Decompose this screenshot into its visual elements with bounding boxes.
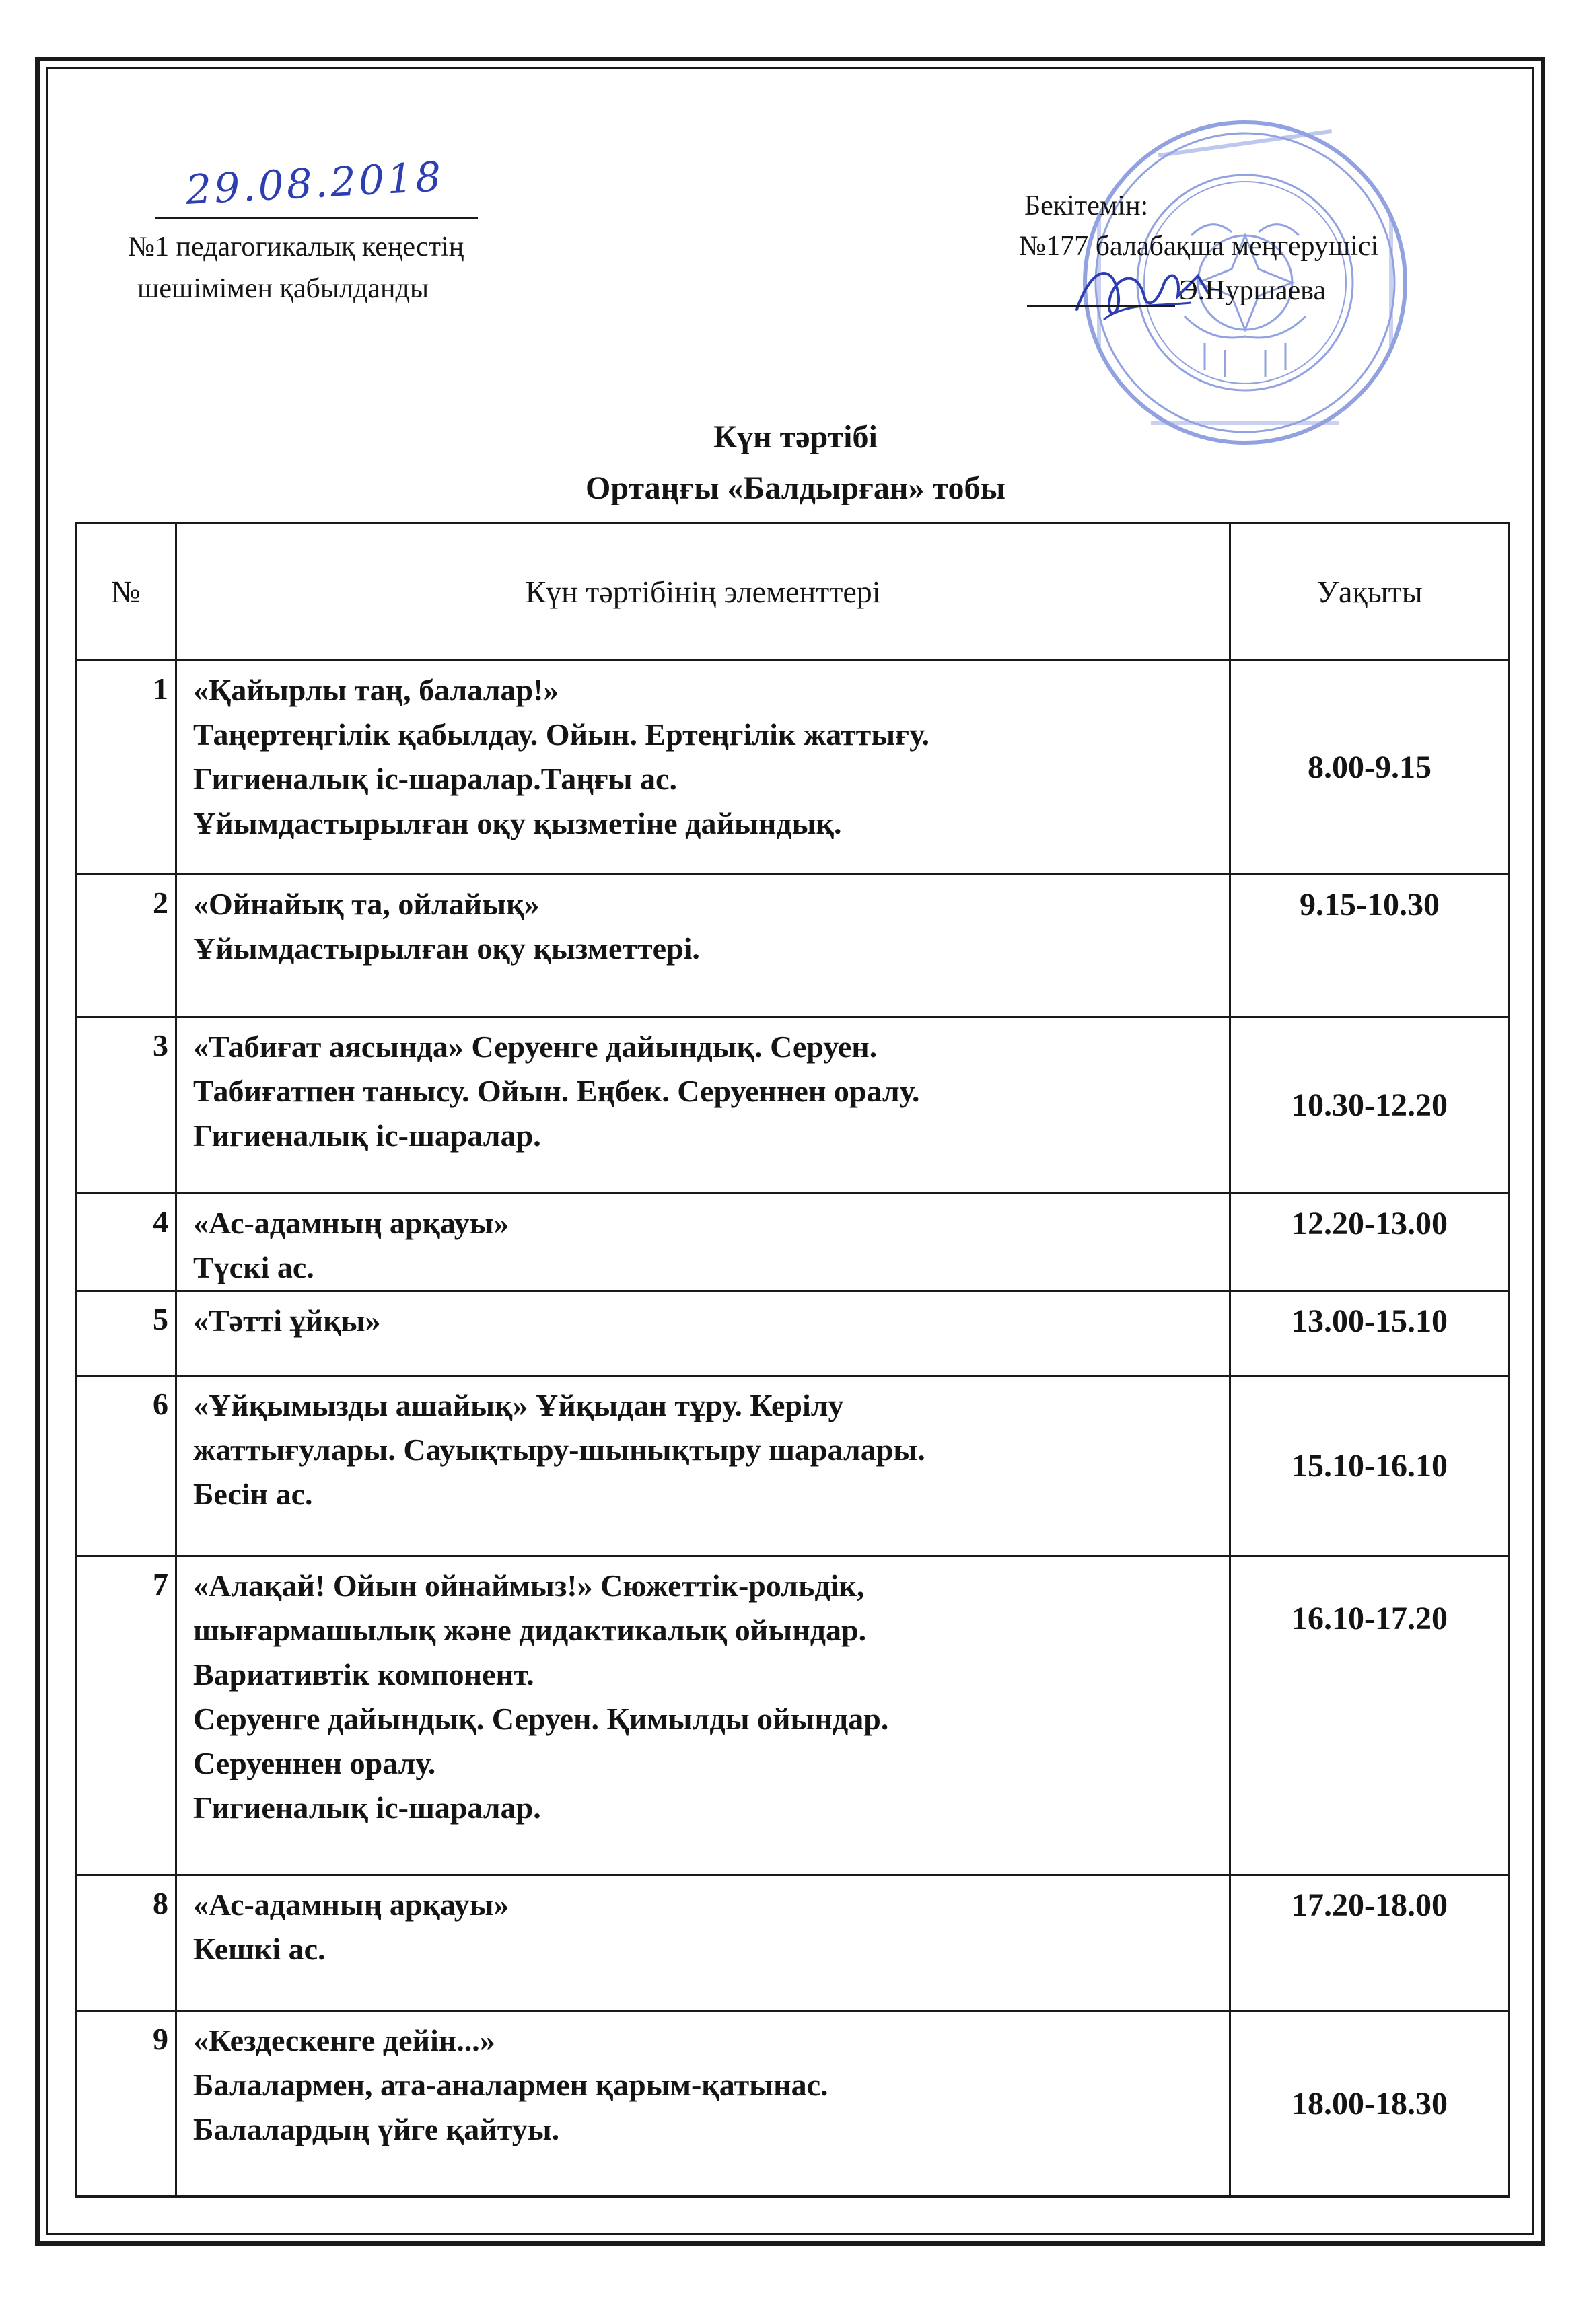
row-time: 10.30-12.20 [1230,1017,1510,1194]
row-number: 6 [76,1376,176,1556]
approval-label: Бекітемін: [1024,190,1149,221]
row-line: Гигиеналық іс-шаралар.Таңғы ас. [193,762,677,796]
table-row [76,1291,1510,1376]
row-description [176,1556,1230,1875]
row-line: «Тәтті ұйқы» [193,1303,381,1338]
row-number: 8 [76,1875,176,2011]
row-number: 5 [76,1291,176,1376]
row-line: жаттығулары. Сауықтыру-шынықтыру шаралары. [193,1432,925,1467]
row-line: «Алақай! Ойын ойнаймыз!» Сюжеттік-рольдік, [193,1568,865,1603]
table-row [76,661,1510,875]
row-line: «Кездескенге дейін...» [193,2023,495,2058]
row-line: Таңертеңгілік қабылдау. Ойын. Ертеңгілік жаттығу. [193,717,929,752]
table-row [76,1017,1510,1194]
row-line: «Ойнайық та, ойлайық» [193,887,540,921]
daily-schedule-table [75,522,1510,2198]
row-description [176,1194,1230,1291]
row-line: Гигиеналық іс-шаралар. [193,1790,541,1825]
row-time: 16.10-17.20 [1230,1556,1510,1875]
council-decision-line-1: №1 педагогикалық кеңестің [128,231,464,262]
row-number: 4 [76,1194,176,1291]
document-subtitle: Ортаңғы «Балдырған» тобы [586,470,1005,506]
row-line: «Қайырлы таң, балалар!» [193,673,559,707]
row-description [176,661,1230,875]
row-line: шығармашылық және дидактикалық ойындар. [193,1613,867,1647]
row-time: 18.00-18.30 [1230,2011,1510,2197]
row-number: 2 [76,875,176,1017]
row-line: Табиғатпен танысу. Ойын. Еңбек. Серуеннен оралу. [193,1074,920,1108]
row-description [176,1017,1230,1194]
row-time: 17.20-18.00 [1230,1875,1510,2011]
row-line: Серуенге дайындық. Серуен. Қимылды ойындар. [193,1702,889,1736]
row-number: 9 [76,2011,176,2197]
row-line: Гигиеналық іс-шаралар. [193,1118,541,1153]
row-line: Ұйымдастырылған оқу қызметтері. [193,931,700,966]
row-time: 9.15-10.30 [1230,875,1510,1017]
table-header-row [76,523,1510,661]
header-number: № [76,523,176,661]
director-name: Э.Нуршаева [1179,275,1327,306]
row-time: 15.10-16.10 [1230,1376,1510,1556]
header-time: Уақыты [1230,523,1510,661]
document-title: Күн тәртібі [713,419,878,455]
row-line: Вариативтік компонент. [193,1657,534,1692]
row-description [176,1875,1230,2011]
row-line: Балалардың үйге қайтуы. [193,2112,560,2146]
table-row [76,2011,1510,2197]
table-row [76,1875,1510,2011]
row-line: Балалармен, ата-аналармен қарым-қатынас. [193,2068,828,2102]
row-number: 7 [76,1556,176,1875]
table-row [76,1556,1510,1875]
row-time: 8.00-9.15 [1230,661,1510,875]
row-line: Бесін ас. [193,1477,313,1511]
row-description [176,875,1230,1017]
row-line: «Ас-адамның арқауы» [193,1206,509,1240]
row-line: Түскі ас. [193,1250,314,1284]
row-line: Серуеннен оралу. [193,1746,436,1780]
approval-block [1019,186,1495,266]
row-line: Кешкі ас. [193,1932,326,1966]
row-time: 13.00-15.10 [1230,1291,1510,1376]
row-line: «Табиғат аясында» Серуенге дайындық. Серуен. [193,1029,878,1064]
row-number: 1 [76,661,176,875]
row-description [176,1376,1230,1556]
council-decision-note [128,226,599,310]
row-line: «Ас-адамның арқауы» [193,1887,509,1922]
row-line: Ұйымдастырылған оқу қызметіне дайындық. [193,806,842,840]
table-row [76,875,1510,1017]
row-line: «Ұйқымызды ашайық» Ұйқыдан тұру. Керілу [193,1388,844,1422]
header-elements: Күн тәртібінің элементтері [176,523,1230,661]
director-position: №177 балабақша меңгерушісі [1019,231,1379,262]
row-description [176,1291,1230,1376]
signature-line [1027,305,1175,307]
table-row [76,1376,1510,1556]
row-time: 12.20-13.00 [1230,1194,1510,1291]
table-row [76,1194,1510,1291]
row-number: 3 [76,1017,176,1194]
handwritten-date: 29.08.2018 [184,153,446,214]
council-decision-line-2: шешімімен қабылданды [137,273,429,304]
row-description [176,2011,1230,2197]
